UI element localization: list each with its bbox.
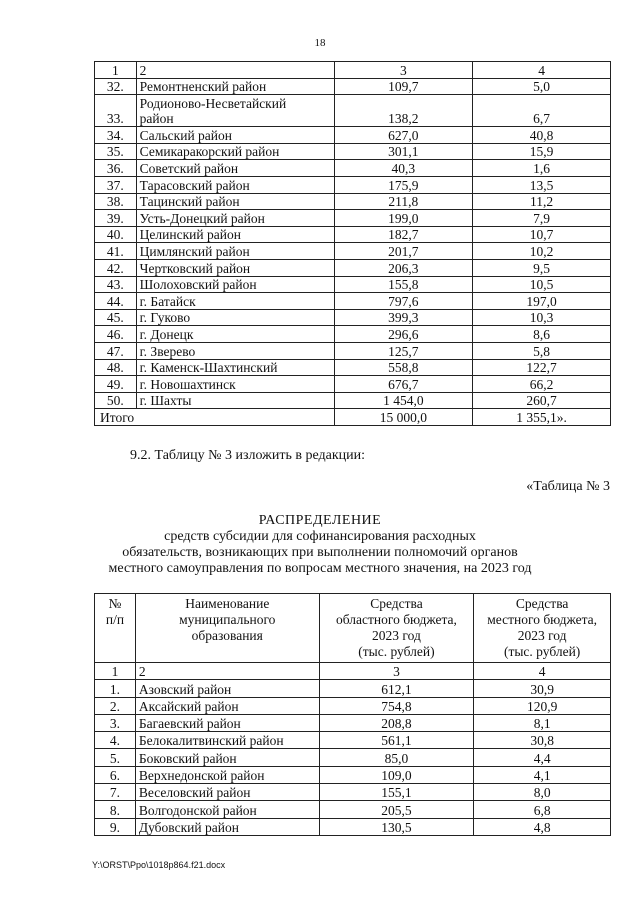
table-caption: «Таблица № 3	[526, 479, 610, 494]
regional-budget-value: 199,0	[334, 210, 473, 227]
municipality-name: г. Новошахтинск	[136, 376, 334, 393]
heading-line: обязательств, возникающих при выполнении полномочий органов	[122, 545, 518, 560]
local-budget-value: 10,7	[473, 226, 611, 243]
local-budget-value: 30,8	[474, 732, 611, 749]
local-budget-value: 260,7	[473, 392, 611, 409]
table-row	[95, 697, 611, 714]
municipality-name: Верхнедонской район	[135, 766, 319, 783]
regional-budget-value: 130,5	[319, 818, 474, 835]
municipality-name: Шолоховский район	[136, 276, 334, 293]
municipality-name: Сальский район	[136, 127, 334, 144]
row-number: 4.	[95, 732, 136, 749]
regional-budget-value: 797,6	[334, 293, 473, 310]
municipality-name: Боковский район	[135, 749, 319, 766]
column-number-row	[95, 663, 611, 680]
municipality-name: Чертковский район	[136, 259, 334, 276]
row-number: 45.	[95, 309, 137, 326]
local-budget-value: 11,2	[473, 193, 611, 210]
local-budget-value: 9,5	[473, 259, 611, 276]
local-budget-value: 6,8	[474, 801, 611, 818]
municipality-name	[136, 95, 334, 127]
regional-budget-value: 301,1	[334, 143, 473, 160]
total-spacer	[136, 409, 334, 426]
table-header-row	[95, 594, 611, 663]
municipality-name: Белокалитвинский район	[135, 732, 319, 749]
table-row	[95, 766, 611, 783]
regional-budget-value: 109,0	[319, 766, 474, 783]
row-number: 50.	[95, 392, 137, 409]
table-row	[95, 243, 611, 260]
local-budget-value: 15,9	[473, 143, 611, 160]
row-number: 36.	[95, 160, 137, 177]
local-budget-value: 4,8	[474, 818, 611, 835]
header-municipality: Наименование муниципального образования	[135, 594, 319, 663]
regional-budget-value: 561,1	[319, 732, 474, 749]
row-number: 1.	[95, 680, 136, 697]
table-row	[95, 160, 611, 177]
regional-budget-value: 1 454,0	[334, 392, 473, 409]
local-budget-value: 10,2	[473, 243, 611, 260]
regional-budget-value: 109,7	[334, 78, 473, 95]
local-budget-value: 30,9	[474, 680, 611, 697]
municipality-name: Ремонтненский район	[136, 78, 334, 95]
municipality-name-line: Родионово-Несветайский	[139, 96, 287, 112]
total-local: 1 355,1».	[473, 409, 611, 426]
total-row	[95, 409, 611, 426]
local-budget-value: 120,9	[474, 697, 611, 714]
local-budget-value: 10,3	[473, 309, 611, 326]
municipality-name: Тацинский район	[136, 193, 334, 210]
row-number: 44.	[95, 293, 137, 310]
row-number: 42.	[95, 259, 137, 276]
table-row	[95, 749, 611, 766]
row-number: 48.	[95, 359, 137, 376]
heading-line: местного самоуправления по вопросам местного значения, на 2023 год	[108, 561, 532, 576]
table-row	[95, 714, 611, 731]
municipality-name: г. Донецк	[136, 326, 334, 343]
column-number: 3	[334, 62, 473, 79]
regional-budget-value: 754,8	[319, 697, 474, 714]
total-label: Итого	[95, 409, 137, 426]
row-number: 7.	[95, 784, 136, 801]
table-row	[95, 95, 611, 127]
regional-budget-value: 85,0	[319, 749, 474, 766]
row-number: 46.	[95, 326, 137, 343]
regional-budget-value: 676,7	[334, 376, 473, 393]
local-budget-value: 40,8	[473, 127, 611, 144]
row-number: 2.	[95, 697, 136, 714]
table-row	[95, 680, 611, 697]
regional-budget-value: 138,2	[334, 95, 473, 127]
table-row	[95, 210, 611, 227]
table-row	[95, 376, 611, 393]
column-number: 3	[319, 663, 474, 680]
local-budget-value: 5,8	[473, 342, 611, 359]
column-number: 2	[136, 62, 334, 79]
table-row	[95, 259, 611, 276]
row-number: 8.	[95, 801, 136, 818]
row-number: 38.	[95, 193, 137, 210]
table-row	[95, 359, 611, 376]
row-number: 6.	[95, 766, 136, 783]
municipality-name: Тарасовский район	[136, 176, 334, 193]
municipality-name: г. Гуково	[136, 309, 334, 326]
header-local-budget: Средства местного бюджета, 2023 год (тыс. рублей)	[474, 594, 611, 663]
row-number: 37.	[95, 176, 137, 193]
local-budget-value: 8,6	[473, 326, 611, 343]
row-number: 35.	[95, 143, 137, 160]
row-number: 47.	[95, 342, 137, 359]
municipality-name: Азовский район	[135, 680, 319, 697]
municipality-name: Дубовский район	[135, 818, 319, 835]
table-row	[95, 818, 611, 835]
row-number: 43.	[95, 276, 137, 293]
table-row	[95, 176, 611, 193]
table-row	[95, 326, 611, 343]
column-number: 4	[473, 62, 611, 79]
regional-budget-value: 155,8	[334, 276, 473, 293]
heading-line: средств субсидии для софинансирования расходных	[164, 529, 476, 544]
table-row	[95, 193, 611, 210]
table-row	[95, 732, 611, 749]
file-path-footer: Y:\ORST\Ppo\1018p864.f21.docx	[92, 860, 226, 870]
table-row	[95, 784, 611, 801]
regional-budget-value: 40,3	[334, 160, 473, 177]
table-row	[95, 78, 611, 95]
local-budget-value: 4,1	[474, 766, 611, 783]
column-number: 1	[95, 663, 136, 680]
regional-budget-value: 208,8	[319, 714, 474, 731]
local-budget-value: 8,1	[474, 714, 611, 731]
local-budget-value: 8,0	[474, 784, 611, 801]
header-number: № п/п	[95, 594, 136, 663]
regional-budget-value: 182,7	[334, 226, 473, 243]
header-regional-budget: Средства областного бюджета, 2023 год (тыс. рублей)	[319, 594, 474, 663]
local-budget-value: 5,0	[473, 78, 611, 95]
regional-budget-value: 205,5	[319, 801, 474, 818]
municipality-name: г. Каменск-Шахтинский	[136, 359, 334, 376]
regional-budget-value: 558,8	[334, 359, 473, 376]
column-number-row	[95, 62, 611, 79]
table-row	[95, 309, 611, 326]
regional-budget-value: 211,8	[334, 193, 473, 210]
row-number: 34.	[95, 127, 137, 144]
local-budget-value: 6,7	[473, 95, 611, 127]
row-number: 3.	[95, 714, 136, 731]
local-budget-value: 7,9	[473, 210, 611, 227]
row-number: 5.	[95, 749, 136, 766]
distribution-heading	[0, 513, 640, 577]
row-number: 32.	[95, 78, 137, 95]
table-row	[95, 392, 611, 409]
regional-budget-value: 175,9	[334, 176, 473, 193]
regional-budget-value: 125,7	[334, 342, 473, 359]
municipality-name: Цимлянский район	[136, 243, 334, 260]
regional-budget-value: 399,3	[334, 309, 473, 326]
column-number: 4	[474, 663, 611, 680]
table-row	[95, 276, 611, 293]
regional-budget-value: 206,3	[334, 259, 473, 276]
local-budget-value: 1,6	[473, 160, 611, 177]
municipality-name: г. Шахты	[136, 392, 334, 409]
page-number: 18	[314, 37, 326, 49]
municipality-name: г. Батайск	[136, 293, 334, 310]
total-regional: 15 000,0	[334, 409, 473, 426]
row-number: 9.	[95, 818, 136, 835]
municipality-name: Семикаракорский район	[136, 143, 334, 160]
regional-budget-value: 627,0	[334, 127, 473, 144]
municipality-name: Веселовский район	[135, 784, 319, 801]
municipality-name: Усть-Донецкий район	[136, 210, 334, 227]
row-number: 40.	[95, 226, 137, 243]
table-row	[95, 127, 611, 144]
local-budget-value: 13,5	[473, 176, 611, 193]
local-budget-value: 4,4	[474, 749, 611, 766]
subsidy-table-2023	[94, 593, 611, 836]
municipality-name-line: район	[139, 111, 174, 127]
municipality-name: Волгодонской район	[135, 801, 319, 818]
municipality-name: Багаевский район	[135, 714, 319, 731]
local-budget-value: 10,5	[473, 276, 611, 293]
local-budget-value: 122,7	[473, 359, 611, 376]
municipality-name: г. Зверево	[136, 342, 334, 359]
local-budget-value: 197,0	[473, 293, 611, 310]
regional-budget-value: 155,1	[319, 784, 474, 801]
municipality-name: Советский район	[136, 160, 334, 177]
municipality-name: Целинский район	[136, 226, 334, 243]
regional-budget-value: 296,6	[334, 326, 473, 343]
row-number: 33.	[95, 95, 137, 127]
row-number: 39.	[95, 210, 137, 227]
table-row	[95, 293, 611, 310]
row-number: 49.	[95, 376, 137, 393]
heading-title: РАСПРЕДЕЛЕНИЕ	[258, 513, 382, 528]
row-number: 41.	[95, 243, 137, 260]
column-number: 2	[135, 663, 319, 680]
regional-budget-value: 612,1	[319, 680, 474, 697]
table-row	[95, 143, 611, 160]
table-row	[95, 801, 611, 818]
column-number: 1	[95, 62, 137, 79]
regional-budget-value: 201,7	[334, 243, 473, 260]
local-budget-value: 66,2	[473, 376, 611, 393]
subsidy-table-continued	[94, 61, 611, 426]
table-row	[95, 226, 611, 243]
municipality-name: Аксайский район	[135, 697, 319, 714]
instruction-text: 9.2. Таблицу № 3 изложить в редакции:	[130, 448, 365, 463]
table-row	[95, 342, 611, 359]
